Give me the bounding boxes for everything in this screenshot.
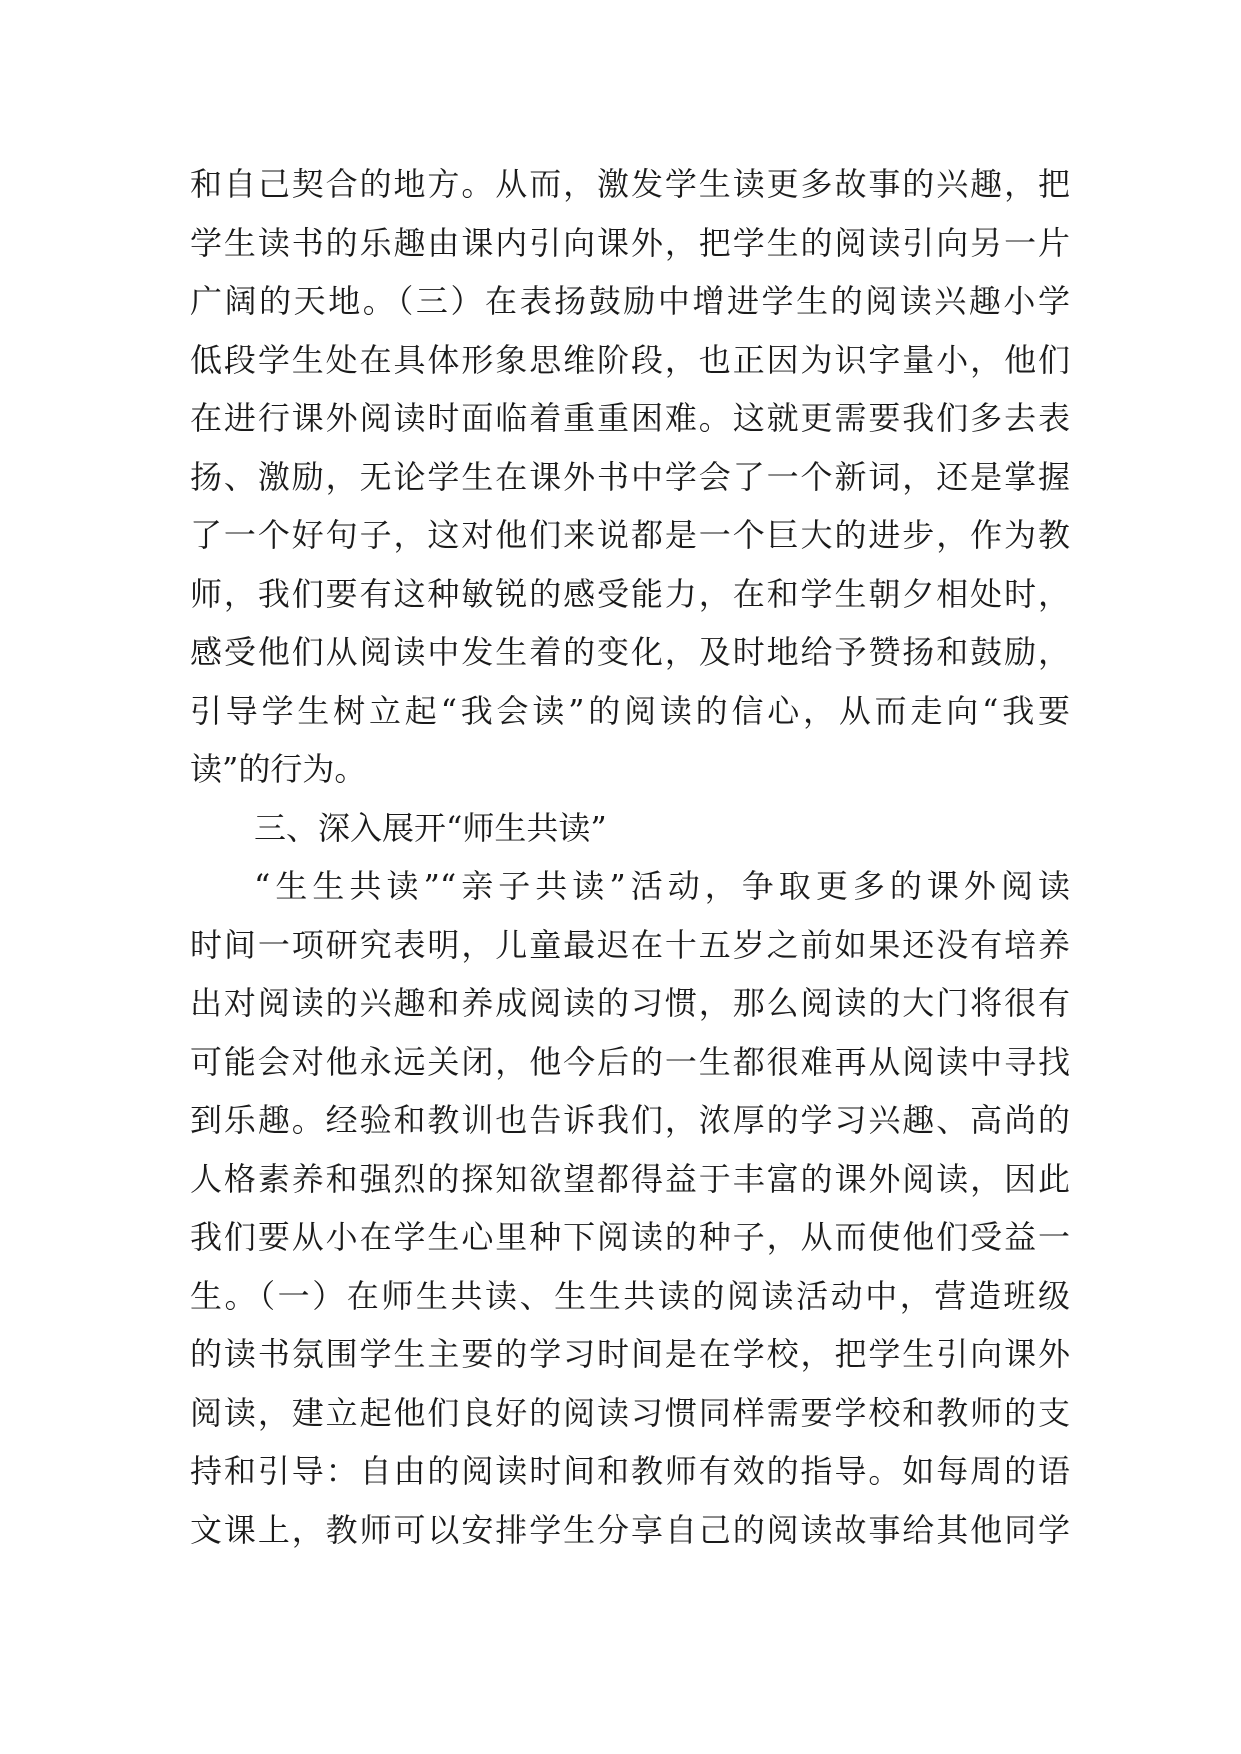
text-line: 时间一项研究表明，儿童最迟在十五岁之前如果还没有培养 [190, 925, 1070, 964]
text-line: 人格素养和强烈的探知欲望都得益于丰富的课外阅读，因此 [190, 1159, 1070, 1198]
document-body [190, 155, 1070, 1559]
text-line: 我们要从小在学生心里种下阅读的种子，从而使他们受益一 [190, 1218, 1070, 1256]
text-line: 引导学生树立起“我会读”的阅读的信心，从而走向“我要 [190, 691, 1070, 730]
text-line: 师，我们要有这种敏锐的感受能力，在和学生朝夕相处时， [190, 574, 1070, 613]
text-line: 和自己契合的地方。从而，激发学生读更多故事的兴趣，把 [190, 165, 1070, 203]
text-line: 可能会对他永远关闭，他今后的一生都很难再从阅读中寻找 [190, 1042, 1070, 1081]
text-line: 低段学生处在具体形象思维阶段，也正因为识字量小，他们 [190, 340, 1070, 379]
text-line: 的读书氛围学生主要的学习时间是在学校，把学生引向课外 [190, 1335, 1070, 1373]
text-line: 读”的行为。 [190, 750, 367, 788]
text-line: 到乐趣。经验和教训也告诉我们，浓厚的学习兴趣、高尚的 [190, 1101, 1070, 1139]
text-line: 扬、激励，无论学生在课外书中学会了一个新词，还是掌握 [190, 457, 1070, 496]
text-line: “生生共读”“亲子共读”活动，争取更多的课外阅读 [254, 867, 1070, 905]
text-line: 阅读，建立起他们良好的阅读习惯同样需要学校和教师的支 [190, 1393, 1070, 1432]
text-line: 生。（一）在师生共读、生生共读的阅读活动中，营造班级 [190, 1276, 1070, 1315]
text-line: 出对阅读的兴趣和养成阅读的习惯，那么阅读的大门将很有 [190, 984, 1070, 1022]
text-line: 了一个好句子，这对他们来说都是一个巨大的进步，作为教 [190, 516, 1070, 554]
text-line: 广阔的天地。（三）在表扬鼓励中增进学生的阅读兴趣小学 [190, 282, 1070, 320]
section-heading: 三、深入展开“师生共读” [254, 808, 607, 847]
text-line: 文课上，教师可以安排学生分享自己的阅读故事给其他同学 [190, 1510, 1070, 1549]
text-line: 感受他们从阅读中发生着的变化，及时地给予赞扬和鼓励， [190, 633, 1070, 671]
text-line: 在进行课外阅读时面临着重重困难。这就更需要我们多去表 [190, 399, 1070, 437]
text-line: 学生读书的乐趣由课内引向课外，把学生的阅读引向另一片 [190, 223, 1070, 262]
text-line: 持和引导：自由的阅读时间和教师有效的指导。如每周的语 [190, 1452, 1070, 1490]
